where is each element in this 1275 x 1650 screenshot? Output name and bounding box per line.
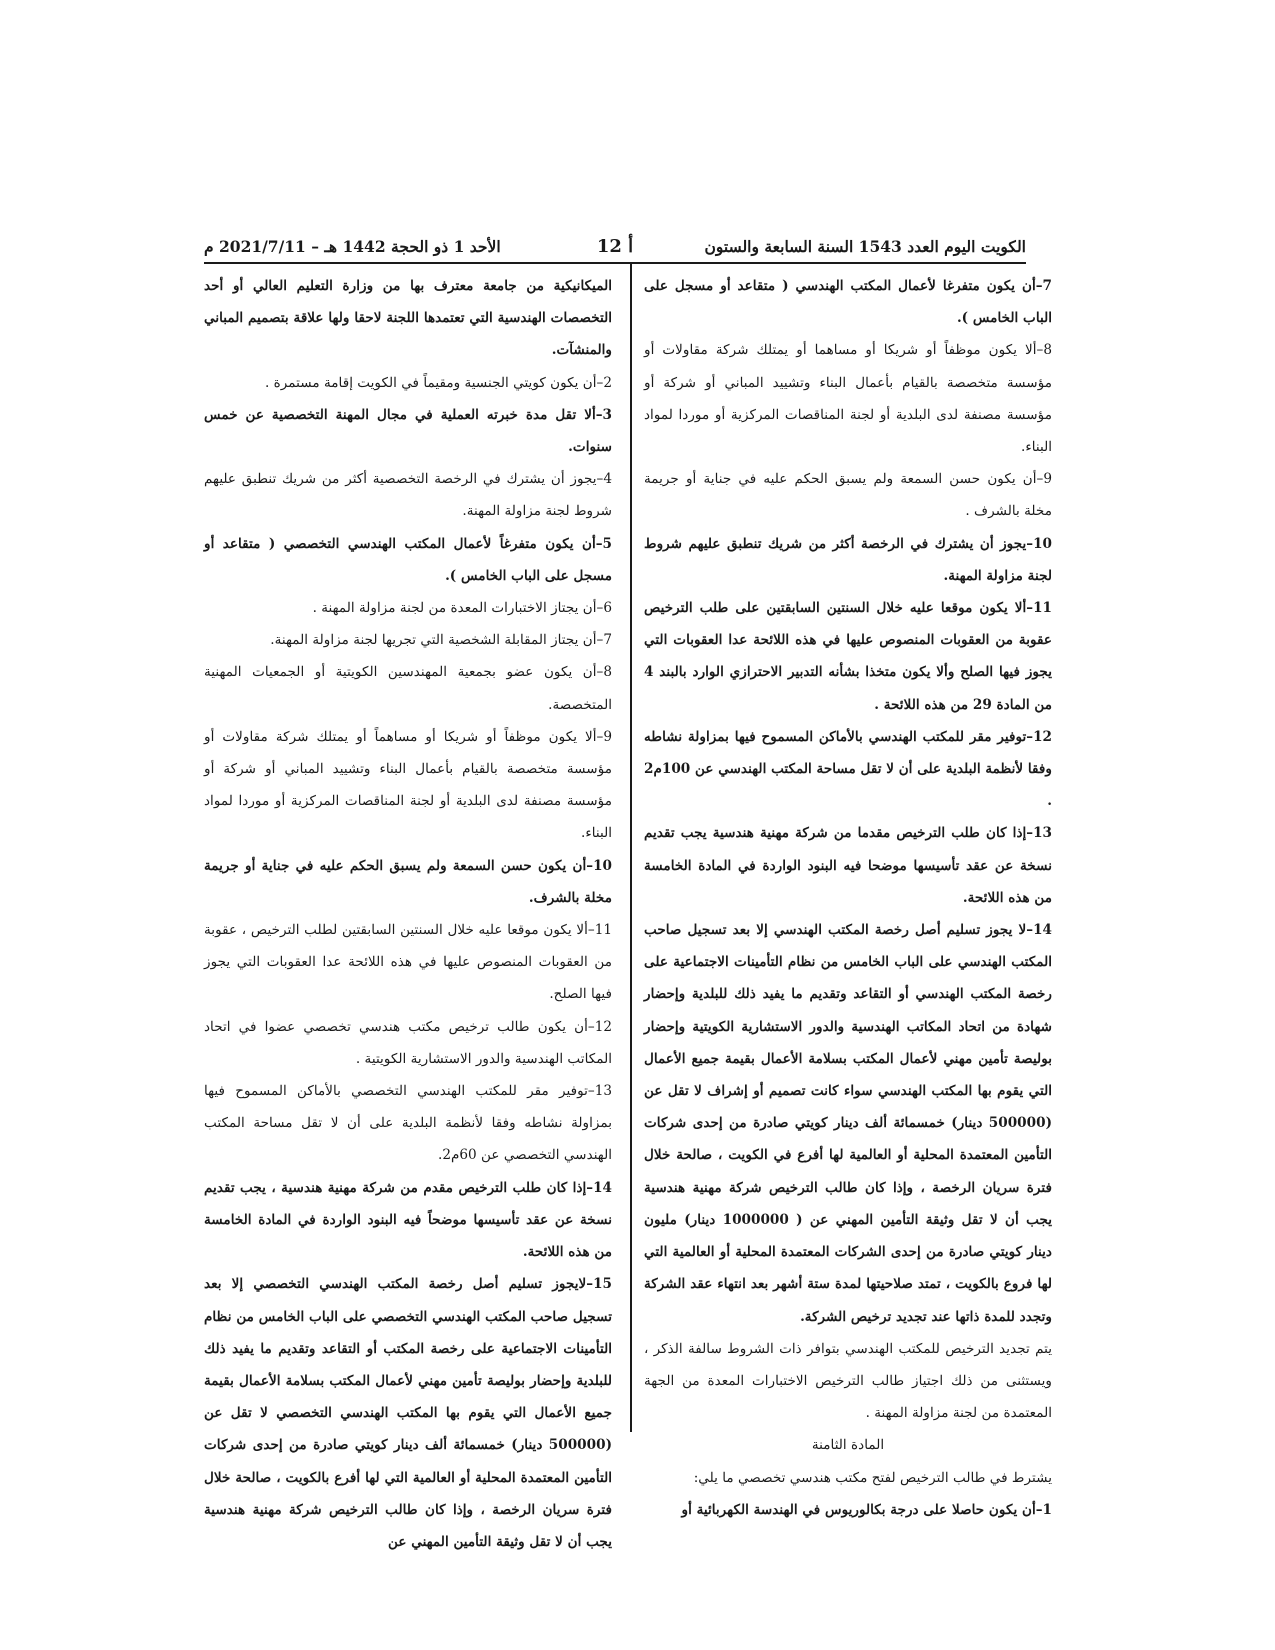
clause-paragraph: يتم تجديد الترخيص للمكتب الهندسي بتوافر ذات الشروط سالفة الذكر ، ويستثنى من ذلك اجتياز طالب الترخيص الاختبارات المعدة من الجهة المعتمدة من لجنة مزاولة المهنة . [644,1340,1052,1422]
clause-paragraph: 14–إذا كان طلب الترخيص مقدم من شركة مهنية هندسية ، يجب تقديم نسخة عن عقد تأسيسها موضحاً فيه البنود الواردة في المادة الخامسة من هذه اللائحة. [204,1179,612,1261]
page-header [204,232,1026,260]
clause-paragraph: 15–لايجوز تسليم أصل رخصة المكتب الهندسي التخصصي إلا بعد تسجيل صاحب المكتب الهندسي التخصصي على الباب الخامس من نظام التأمينات الاجتماعية على رخصة المكتب أو التقاعد وتقديم ما يفيد ذلك للبلدية وإحضار بوليصة تأمين مهني لأعمال المكتب بسلامة الأعمال بقيمة جميع الأعمال التي يقوم بها المكتب الهندسي التخصصي لا تقل عن (500000 دينار) خمسمائة ألف دينار كويتي صادرة من إحدى شركات التأمين المعتمدة المحلية أو العالمية التي لها أفرع بالكويت ، صالحة خلال فترة سريان الرخصة ، وإذا كان طالب الترخيص شركة مهنية هندسية يجب أن لا تقل وثيقة التأمين المهني عن [204,1276,612,1550]
clause-paragraph: يشترط في طالب الترخيص لفتح مكتب هندسي تخصصي ما يلي: [693,1469,1052,1486]
clause-paragraph: 10–يجوز أن يشترك في الرخصة أكثر من شريك تنطبق عليهم شروط لجنة مزاولة المهنة. [644,535,1052,584]
clause-paragraph: 11–ألا يكون موقعا عليه خلال السنتين السابقتين على طلب الترخيص عقوبة من العقوبات المنصوص عليها في هذه اللائحة عدا العقوبات التي يجوز فيها الصلح وألا يكون متخذا بشأنه التدبير الاحترازي الوارد بالبند 4 من المادة 29 من هذه اللائحة . [644,600,1052,713]
clause-paragraph: 7–أن يكون متفرغا لأعمال المكتب الهندسي ( متقاعد أو مسجل على الباب الخامس ). [644,278,1052,327]
clause-paragraph: 7–أن يجتاز المقابلة الشخصية التي تجريها لجنة مزاولة المهنة. [270,632,612,649]
clause-paragraph: 8–أن يكون عضو بجمعية المهندسين الكويتية أو الجمعيات المهنية المتخصصة. [204,664,612,713]
article-heading: المادة الثامنة [811,1437,885,1454]
clause-paragraph: 13–توفير مقر للمكتب الهندسي التخصصي بالأماكن المسموح فيها بمزاولة نشاطه وفقا لأنظمة البلدية على أن لا تقل مساحة المكتب الهندسي التخصصي عن 60م2. [204,1083,612,1164]
column-divider [630,264,632,1432]
clause-paragraph: 11–ألا يكون موقعا عليه خلال السنتين السابقتين لطلب الترخيص ، عقوبة من العقوبات المنصوص عليها في هذه اللائحة عدا العقوبات التي يجوز فيها الصلح. [204,922,612,1003]
header-date: الأحد 1 ذو الحجة 1442 هـ – 2021/7/11 م [204,236,501,256]
left-column [204,270,612,1558]
clause-paragraph: 4–يجوز أن يشترك في الرخصة التخصصية أكثر من شريك تنطبق عليهم شروط لجنة مزاولة المهنة. [204,471,612,520]
clause-paragraph: 3–ألا تقل مدة خبرته العملية في مجال المهنة التخصصية عن خمس سنوات. [204,406,612,456]
header-issue-info: الكويت اليوم العدد 1543 السنة السابعة والستون [704,236,1026,256]
clause-paragraph: 10–أن يكون حسن السمعة ولم يسبق الحكم عليه في جناية أو جريمة مخلة بالشرف. [204,857,612,906]
clause-paragraph: 12–أن يكون طالب ترخيص مكتب هندسي تخصصي عضوا في اتحاد المكاتب الهندسية والدور الاستشارية الكويتية . [204,1018,612,1067]
header-rule [204,262,1026,264]
clause-paragraph: 9–ألا يكون موظفاً أو شريكا أو مساهماً أو يمتلك شركة مقاولات أو مؤسسة متخصصة بالقيام بأعمال البناء وتشييد المباني أو شركة أو مؤسسة مصنفة لدى البلدية أو لجنة المناقصات المركزية أو موردا لمواد البناء. [204,728,613,842]
right-column [644,270,1052,1526]
clause-paragraph: 2–أن يكون كويتي الجنسية ومقيماً في الكويت إقامة مستمرة . [265,374,612,391]
clause-paragraph: 13–إذا كان طلب الترخيص مقدما من شركة مهنية هندسية يجب تقديم نسخة عن عقد تأسيسها موضحا فيه البنود الواردة في المادة الخامسة من هذه اللائحة. [644,825,1052,906]
header-page-number: أ 12 [596,235,634,257]
clause-paragraph: 9–أن يكون حسن السمعة ولم يسبق الحكم عليه في جناية أو جريمة مخلة بالشرف . [644,471,1052,520]
clause-paragraph: 14–لا يجوز تسليم أصل رخصة المكتب الهندسي إلا بعد تسجيل صاحب المكتب الهندسي على الباب الخامس من نظام التأمينات الاجتماعية على رخصة المكتب الهندسي أو التقاعد وتقديم ما يفيد ذلك للبلدية وإحضار شهادة من اتحاد المكاتب الهندسية والدور الاستشارية الكويتية وإحضار بوليصة تأمين مهني لأعمال المكتب بسلامة الأعمال بقيمة جميع الأعمال التي يقوم بها المكتب الهندسي سواء كانت تصميم أو إشراف لا تقل عن (500000 دينار) خمسمائة ألف دينار كويتي صادرة من إحدى شركات التأمين المعتمدة المحلية أو العالمية لها أفرع في الكويت ، صالحة خلال فترة سريان الرخصة ، وإذا كان طالب الترخيص شركة مهنية هندسية يجب أن لا تقل وثيقة التأمين المهني عن ( 1000000 دينار) مليون دينار كويتي صادرة من إحدى الشركات المعتمدة المحلية أو العالمية التي لها فروع بالكويت ، تمتد صلاحيتها لمدة ستة أشهر بعد انتهاء عقد الشركة وتجدد للمدة ذاتها عند تجديد ترخيص الشركة. [644,922,1053,1325]
clause-paragraph: 5–أن يكون متفرغاً لأعمال المكتب الهندسي التخصصي ( متقاعد أو مسجل على الباب الخامس ). [204,535,612,584]
clause-paragraph: 12–توفير مقر للمكتب الهندسي بالأماكن المسموح فيها بمزاولة نشاطه وفقا لأنظمة البلدية على أن لا تقل مساحة المكتب الهندسي عن 100م2 . [644,728,1052,810]
clause-paragraph: الميكانيكية من جامعة معترف بها من وزارة التعليم العالي أو أحد التخصصات الهندسية التي تعتمدها اللجنة لاحقا ولها علاقة بتصميم المباني والمنشآت. [204,278,612,359]
clause-paragraph: 6–أن يجتاز الاختبارات المعدة من لجنة مزاولة المهنة . [312,600,612,617]
clause-paragraph: 1–أن يكون حاصلا على درجة بكالوريوس في الهندسة الكهربائية أو [681,1501,1052,1518]
clause-paragraph: 8–ألا يكون موظفاً أو شريكا أو مساهما أو يمتلك شركة مقاولات أو مؤسسة متخصصة بالقيام بأعمال البناء وتشييد المباني أو شركة أو مؤسسة مصنفة لدى البلدية أو لجنة المناقصات المركزية أو موردا لمواد البناء. [644,342,1053,456]
